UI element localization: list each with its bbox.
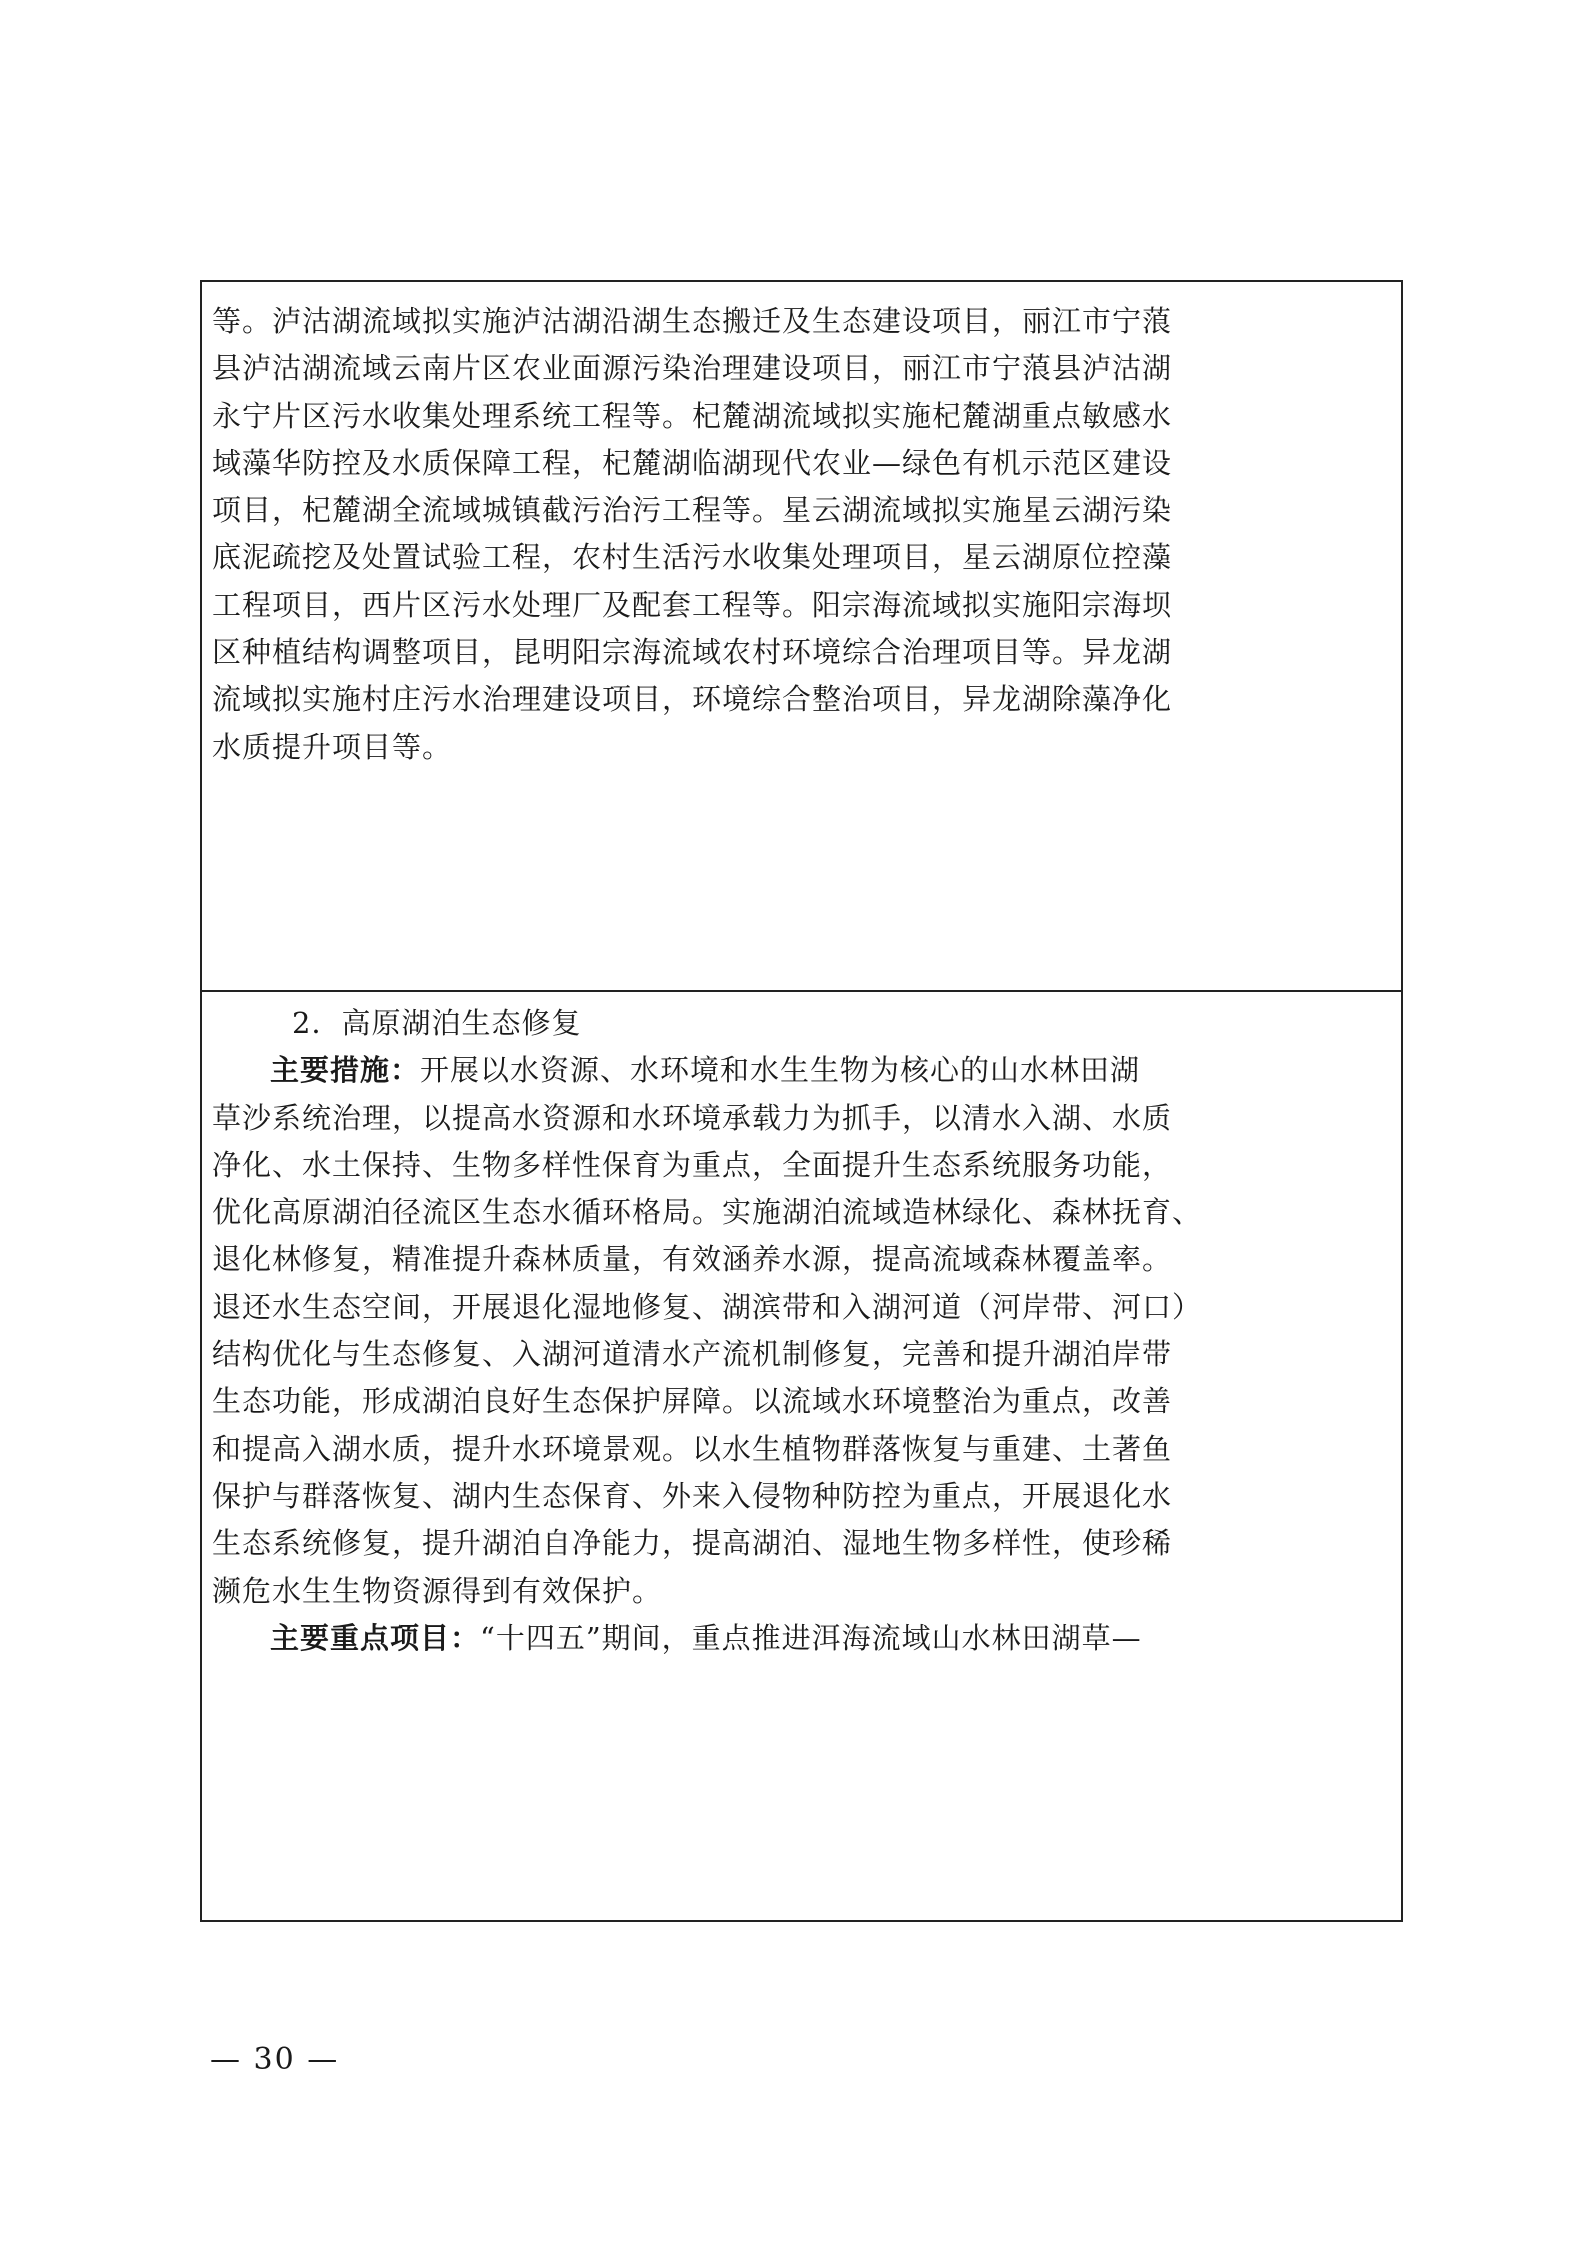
paragraph-line: 生态系统修复，提升湖泊自净能力，提高湖泊、湿地生物多样性，使珍稀: [212, 1526, 1173, 1561]
measures-label: 主要措施：: [270, 1053, 421, 1088]
table-cell-top: [212, 298, 1392, 771]
paragraph-line: 草沙系统治理，以提高水资源和水环境承载力为抓手，以清水入湖、水质: [212, 1100, 1173, 1135]
paragraph-line: 底泥疏挖及处置试验工程，农村生活污水收集处理项目，星云湖原位控藻: [212, 540, 1173, 575]
paragraph-line: 项目，杞麓湖全流域城镇截污治污工程等。星云湖流域拟实施星云湖污染: [212, 493, 1173, 528]
paragraph-line: 工程项目，西片区污水处理厂及配套工程等。阳宗海流域拟实施阳宗海坝: [212, 587, 1173, 622]
paragraph-line: 濒危水生生物资源得到有效保护。: [212, 1573, 663, 1608]
section-heading: 2．高原湖泊生态修复: [292, 1006, 582, 1040]
paragraph-line: 县泸沽湖流域云南片区农业面源污染治理建设项目，丽江市宁蒗县泸沽湖: [212, 351, 1173, 386]
paragraph-line: 净化、水土保持、生物多样性保育为重点，全面提升生态系统服务功能，: [212, 1147, 1173, 1182]
measures-text: 开展以水资源、水环境和水生生物为核心的山水林田湖: [420, 1053, 1141, 1088]
content-table: [200, 280, 1403, 1922]
table-row-divider: [202, 990, 1401, 992]
paragraph-line: 和提高入湖水质，提升水环境景观。以水生植物群落恢复与重建、土著鱼: [212, 1431, 1173, 1466]
paragraph-line: 等。泸沽湖流域拟实施泸沽湖沿湖生态搬迁及生态建设项目，丽江市宁蒗: [212, 304, 1173, 338]
paragraph-line: 域藻华防控及水质保障工程，杞麓湖临湖现代农业—绿色有机示范区建设: [212, 445, 1173, 480]
paragraph-line: 永宁片区污水收集处理系统工程等。杞麓湖流域拟实施杞麓湖重点敏感水: [212, 398, 1173, 433]
paragraph-line: 生态功能，形成湖泊良好生态保护屏障。以流域水环境整治为重点，改善: [212, 1384, 1173, 1419]
paragraph-line: 结构优化与生态修复、入湖河道清水产流机制修复，完善和提升湖泊岸带: [212, 1337, 1173, 1372]
paragraph-line: 优化高原湖泊径流区生态水循环格局。实施湖泊流域造林绿化、森林抚育、: [212, 1195, 1203, 1230]
paragraph-line: 保护与群落恢复、湖内生态保育、外来入侵物种防控为重点，开展退化水: [212, 1478, 1173, 1513]
page-number: — 30 —: [210, 2042, 340, 2077]
projects-text: “十四五”期间，重点推进洱海流域山水林田湖草—: [480, 1620, 1142, 1655]
paragraph-line: 水质提升项目等。: [212, 729, 453, 764]
projects-label: 主要重点项目：: [270, 1620, 481, 1655]
measures-paragraph-start: [212, 1047, 1392, 1094]
table-cell-bottom: [212, 1000, 1392, 1662]
paragraph-line: 区种植结构调整项目，昆明阳宗海流域农村环境综合治理项目等。异龙湖: [212, 635, 1173, 670]
paragraph-line: 退化林修复，精准提升森林质量，有效涵养水源，提高流域森林覆盖率。: [212, 1242, 1173, 1277]
projects-paragraph-start: [212, 1615, 1392, 1662]
paragraph-line: 流域拟实施村庄污水治理建设项目，环境综合整治项目，异龙湖除藻净化: [212, 682, 1173, 717]
paragraph-line: 退还水生态空间，开展退化湿地修复、湖滨带和入湖河道（河岸带、河口）: [212, 1289, 1203, 1324]
